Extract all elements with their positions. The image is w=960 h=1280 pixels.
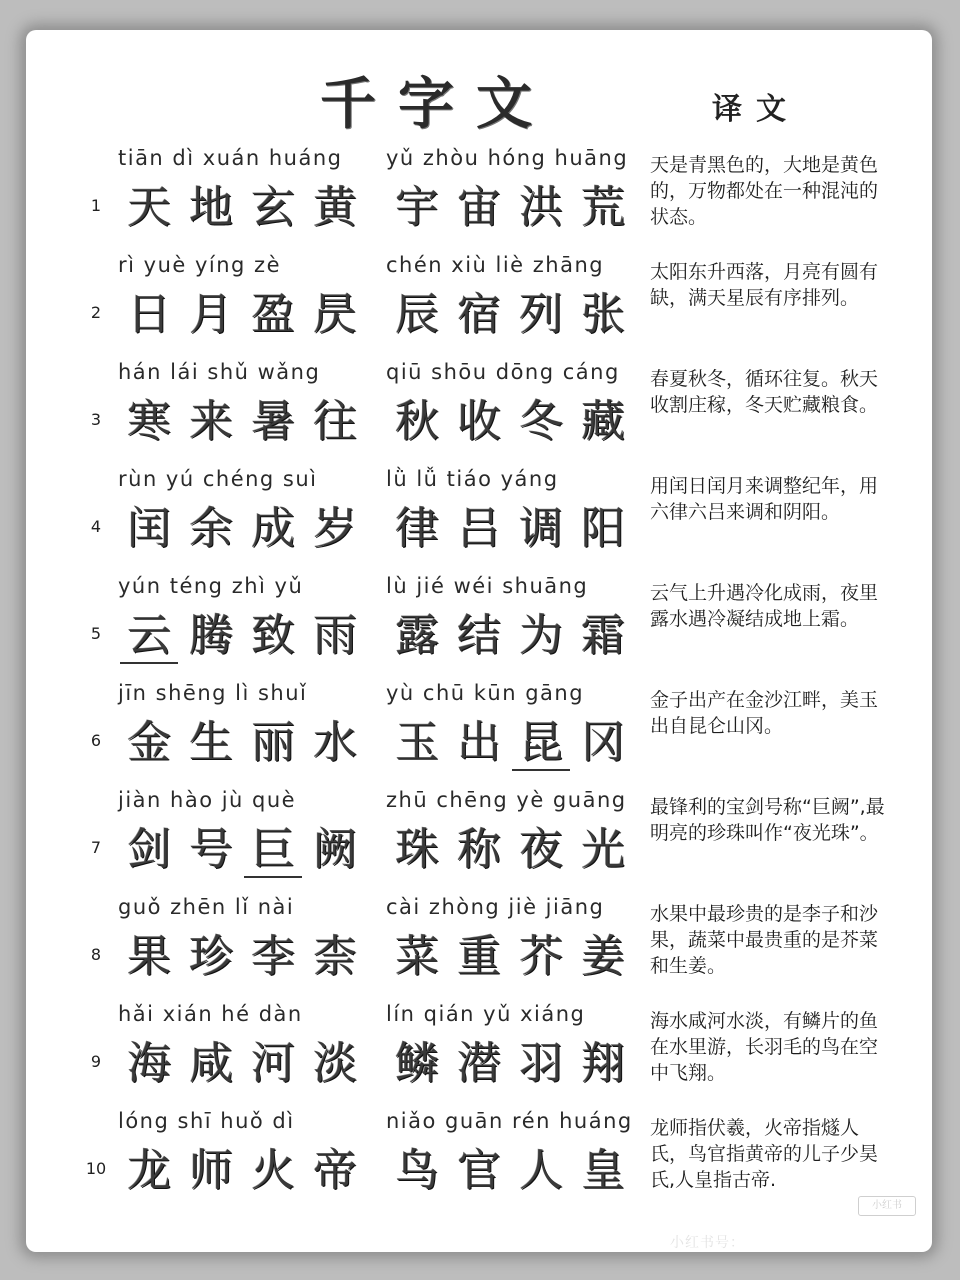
- pinyin-line: niǎo guān rén huáng: [386, 1109, 633, 1133]
- verse-number: 2: [90, 303, 102, 322]
- chinese-character: 海: [127, 1038, 171, 1089]
- translation-text: 最锋利的宝剑号称“巨阙”,最明亮的珍珠叫作“夜光珠”。: [650, 796, 885, 844]
- chinese-character: 雨: [313, 610, 357, 661]
- translation-header: 译文: [712, 92, 800, 127]
- character-group: [120, 499, 368, 559]
- chinese-character: 珍: [189, 931, 233, 982]
- character-group: [120, 927, 368, 987]
- pinyin-line: rì yuè yíng zè: [118, 253, 281, 277]
- verse-number: 3: [90, 410, 102, 429]
- translation-text: 水果中最珍贵的是李子和沙果，蔬菜中最贵重的是芥菜和生姜。: [650, 903, 879, 977]
- character-group: [120, 606, 368, 666]
- chinese-character: 成: [251, 503, 295, 554]
- chinese-character: 冈: [581, 717, 625, 768]
- verse-number: 8: [90, 945, 102, 964]
- chinese-character: 金: [127, 717, 171, 768]
- chinese-character: 珠: [395, 824, 439, 875]
- page-title: 千字文: [320, 72, 554, 137]
- verse-row: [0, 574, 960, 681]
- character-group: [388, 499, 636, 559]
- verse-row: [0, 253, 960, 360]
- pinyin-line: yù chū kūn gāng: [386, 681, 585, 705]
- chinese-character: 辰: [395, 289, 439, 340]
- verse-row: [0, 895, 960, 1002]
- chinese-character: 称: [457, 824, 501, 875]
- chinese-character: 河: [251, 1038, 295, 1089]
- chinese-character: 致: [251, 610, 295, 661]
- chinese-character: 黄: [313, 182, 357, 233]
- chinese-character: 人: [519, 1145, 563, 1196]
- verse-number: 5: [90, 624, 102, 643]
- chinese-character: 日: [127, 289, 171, 340]
- pinyin-line: hǎi xián hé dàn: [118, 1002, 303, 1026]
- chinese-character: 宙: [457, 182, 501, 233]
- chinese-character: 剑: [127, 824, 171, 875]
- translation-text: 用闰日闰月来调整纪年，用六律六吕来调和阴阳。: [650, 475, 879, 523]
- chinese-character: 夜: [519, 824, 563, 875]
- translation-text: 春夏秋冬，循环往复。秋天收割庄稼，冬天贮藏粮食。: [650, 368, 879, 416]
- translation-text: 海水咸河水淡，有鳞片的鱼在水里游，长羽毛的鸟在空中飞翔。: [650, 1010, 879, 1084]
- translation-text: 金子出产在金沙江畔，美玉出自昆仑山冈。: [650, 689, 879, 737]
- chinese-character: 秋: [395, 396, 439, 447]
- verse-number: 9: [90, 1052, 102, 1071]
- chinese-character: 皇: [581, 1145, 625, 1196]
- character-group: [388, 820, 636, 880]
- chinese-character: 光: [581, 824, 625, 875]
- chinese-character: 云: [120, 606, 178, 666]
- character-group: [388, 606, 636, 666]
- pinyin-line: yún téng zhì yǔ: [118, 574, 304, 598]
- pinyin-line: zhū chēng yè guāng: [386, 788, 627, 812]
- verse-row: [0, 146, 960, 253]
- pinyin-line: lù jié wéi shuāng: [386, 574, 589, 598]
- verse-number: 1: [90, 196, 102, 215]
- character-group: [388, 1034, 636, 1094]
- chinese-character: 丽: [251, 717, 295, 768]
- verse-number: 4: [90, 517, 102, 536]
- character-group: [120, 178, 368, 238]
- chinese-character: 收: [457, 396, 501, 447]
- chinese-character: 羽: [519, 1038, 563, 1089]
- chinese-character: 翔: [581, 1038, 625, 1089]
- chinese-character: 藏: [581, 396, 625, 447]
- character-group: [388, 392, 636, 452]
- translation-text: 太阳东升西落，月亮有圆有缺，满天星辰有序排列。: [650, 261, 879, 309]
- chinese-character: 暑: [251, 396, 295, 447]
- verse-row: [0, 467, 960, 574]
- chinese-character: 列: [519, 289, 563, 340]
- chinese-character: 月: [189, 289, 233, 340]
- pinyin-line: jīn shēng lì shuǐ: [118, 681, 308, 705]
- chinese-character: 芥: [519, 931, 563, 982]
- character-group: [388, 713, 636, 773]
- pinyin-line: lóng shī huǒ dì: [118, 1109, 295, 1133]
- character-group: [120, 392, 368, 452]
- verse-number: 7: [90, 838, 102, 857]
- chinese-character: 号: [189, 824, 233, 875]
- chinese-character: 往: [313, 396, 357, 447]
- chinese-character: 宿: [457, 289, 501, 340]
- character-group: [120, 820, 368, 880]
- chinese-character: 师: [189, 1145, 233, 1196]
- verse-number: 10: [85, 1159, 107, 1178]
- character-group: [120, 285, 368, 345]
- chinese-character: 冬: [519, 396, 563, 447]
- chinese-character: 火: [251, 1145, 295, 1196]
- chinese-character: 地: [189, 182, 233, 233]
- chinese-character: 盈: [251, 289, 295, 340]
- chinese-character: 李: [251, 931, 295, 982]
- chinese-character: 官: [457, 1145, 501, 1196]
- translation-text: 天是青黑色的，大地是黄色的，万物都处在一种混沌的状态。: [650, 154, 879, 228]
- chinese-character: 为: [519, 610, 563, 661]
- chinese-character: 菜: [395, 931, 439, 982]
- character-group: [388, 927, 636, 987]
- chinese-character: 寒: [127, 396, 171, 447]
- chinese-character: 淡: [313, 1038, 357, 1089]
- character-group: [120, 1141, 368, 1201]
- chinese-character: 柰: [313, 931, 357, 982]
- chinese-character: 露: [395, 610, 439, 661]
- chinese-character: 水: [313, 717, 357, 768]
- character-group: [388, 285, 636, 345]
- chinese-character: 结: [457, 610, 501, 661]
- character-group: [388, 1141, 636, 1201]
- chinese-character: 生: [189, 717, 233, 768]
- chinese-character: 咸: [189, 1038, 233, 1089]
- chinese-character: 来: [189, 396, 233, 447]
- pinyin-line: lǜ lǚ tiáo yáng: [386, 467, 559, 491]
- pinyin-line: tiān dì xuán huáng: [118, 146, 343, 170]
- pinyin-line: cài zhòng jiè jiāng: [386, 895, 605, 919]
- chinese-character: 腾: [189, 610, 233, 661]
- chinese-character: 调: [519, 503, 563, 554]
- chinese-character: 鳞: [395, 1038, 439, 1089]
- watermark-logo: 小红书: [858, 1196, 916, 1216]
- chinese-character: 玄: [251, 182, 295, 233]
- pinyin-line: rùn yú chéng suì: [118, 467, 318, 491]
- chinese-character: 重: [457, 931, 501, 982]
- chinese-character: 洪: [519, 182, 563, 233]
- verse-row: [0, 1109, 960, 1216]
- watermark-text: 小红书号：: [670, 1235, 745, 1251]
- chinese-character: 张: [581, 289, 625, 340]
- character-group: [388, 178, 636, 238]
- chinese-character: 出: [457, 717, 501, 768]
- verse-row: [0, 360, 960, 467]
- pinyin-line: hán lái shǔ wǎng: [118, 360, 321, 384]
- chinese-character: 岁: [313, 503, 357, 554]
- pinyin-line: yǔ zhòu hóng huāng: [386, 146, 629, 170]
- character-group: [120, 1034, 368, 1094]
- chinese-character: 吕: [457, 503, 501, 554]
- chinese-character: 果: [127, 931, 171, 982]
- pinyin-line: guǒ zhēn lǐ nài: [118, 895, 295, 919]
- verse-row: [0, 681, 960, 788]
- verse-row: [0, 1002, 960, 1109]
- verse-number: 6: [90, 731, 102, 750]
- chinese-character: 余: [189, 503, 233, 554]
- chinese-character: 巨: [244, 820, 302, 880]
- pinyin-line: qiū shōu dōng cáng: [386, 360, 620, 384]
- character-group: [120, 713, 368, 773]
- pinyin-line: chén xiù liè zhāng: [386, 253, 605, 277]
- chinese-character: 姜: [581, 931, 625, 982]
- chinese-character: 荒: [581, 182, 625, 233]
- translation-text: 云气上升遇冷化成雨，夜里露水遇冷凝结成地上霜。: [650, 582, 879, 630]
- chinese-character: 帝: [313, 1145, 357, 1196]
- chinese-character: 龙: [127, 1145, 171, 1196]
- chinese-character: 天: [127, 182, 171, 233]
- chinese-character: 律: [395, 503, 439, 554]
- chinese-character: 昃: [313, 289, 357, 340]
- chinese-character: 玉: [395, 717, 439, 768]
- chinese-character: 宇: [395, 182, 439, 233]
- chinese-character: 昆: [512, 713, 570, 773]
- translation-text: 龙师指伏羲，火帝指燧人氏，鸟官指黄帝的儿子少昊氏,人皇指古帝.: [650, 1117, 879, 1191]
- chinese-character: 潜: [457, 1038, 501, 1089]
- chinese-character: 霜: [581, 610, 625, 661]
- verse-row: [0, 788, 960, 895]
- chinese-character: 阳: [581, 503, 625, 554]
- pinyin-line: lín qián yǔ xiáng: [386, 1002, 586, 1026]
- chinese-character: 鸟: [395, 1145, 439, 1196]
- pinyin-line: jiàn hào jù què: [118, 788, 297, 812]
- chinese-character: 闰: [127, 503, 171, 554]
- chinese-character: 阙: [313, 824, 357, 875]
